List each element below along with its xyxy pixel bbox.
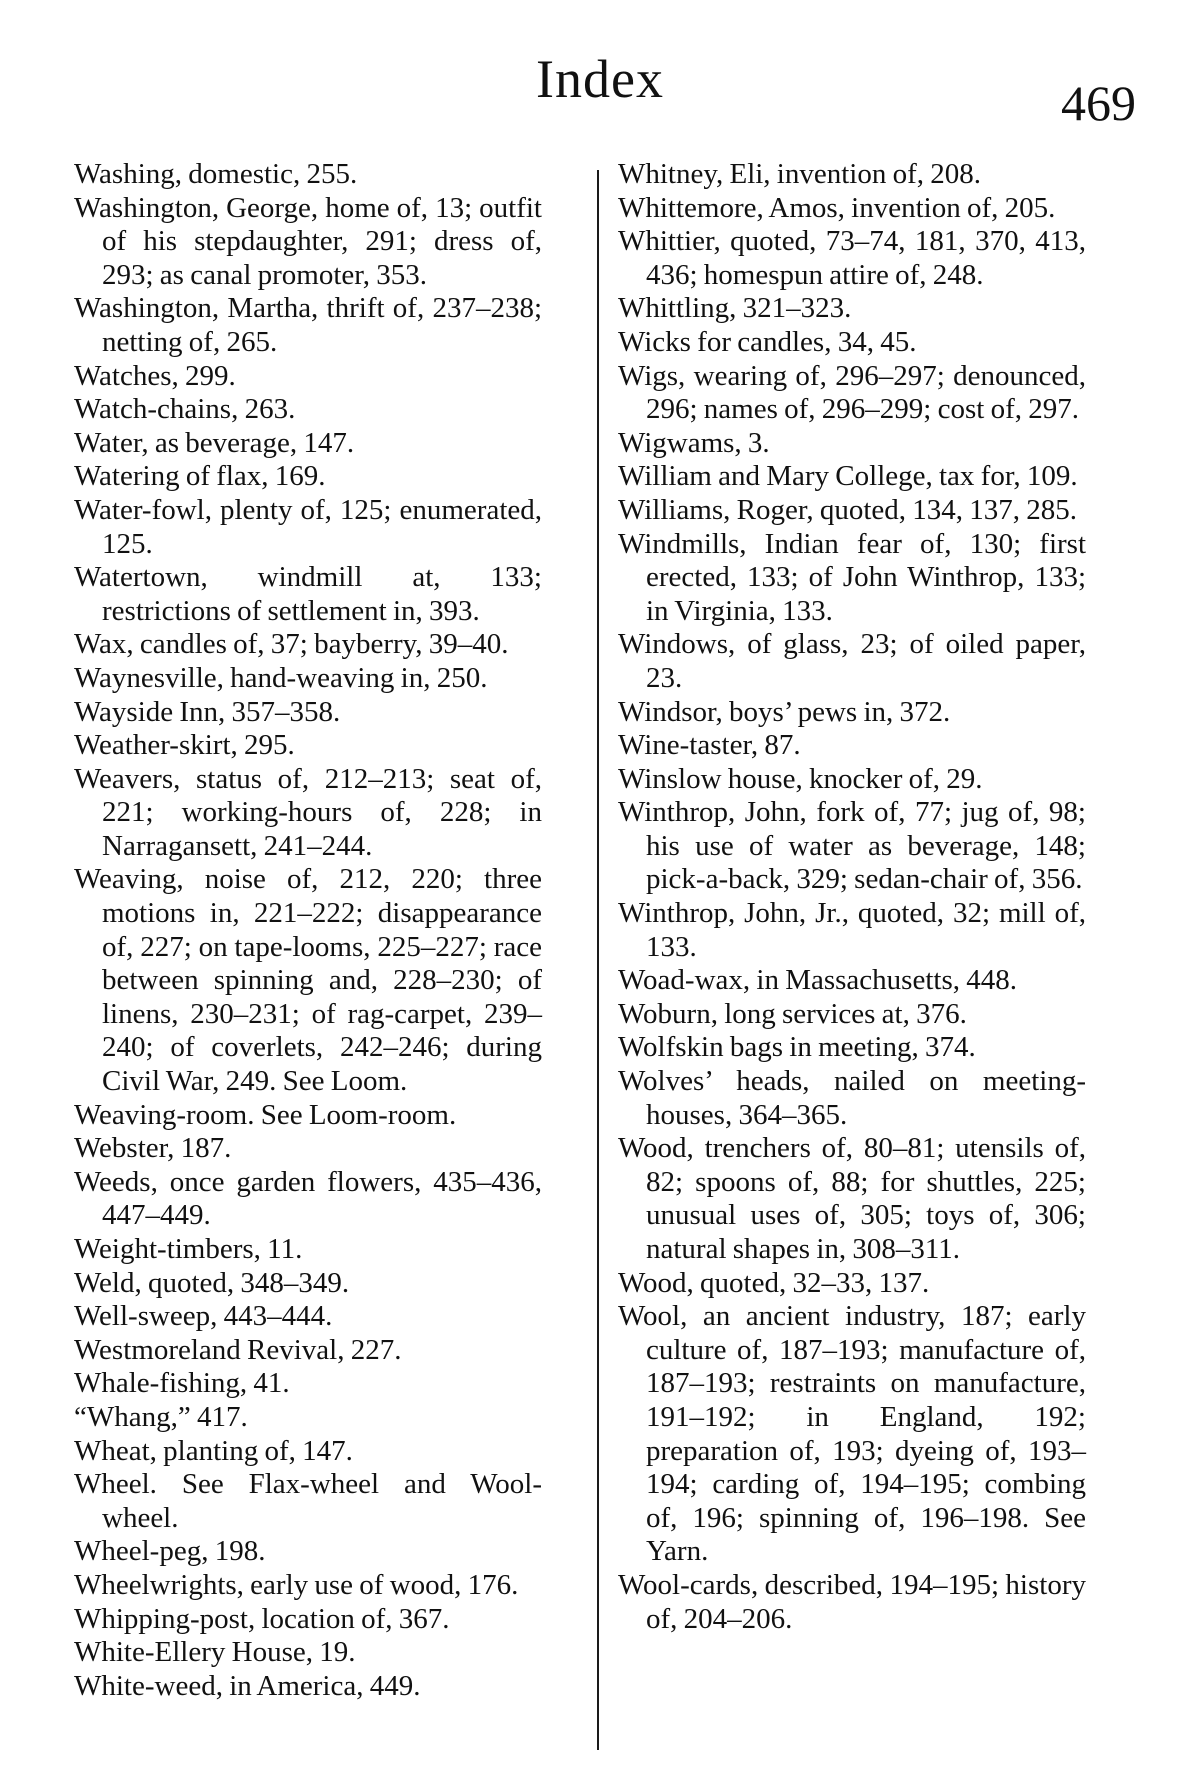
index-entry: Windsor, boys’ pews in, 372. [618, 695, 951, 728]
index-entry: Wine-taster, 87. [618, 729, 801, 762]
index-entry: Whale-fishing, 41. [74, 1367, 290, 1400]
page-title: Index [536, 49, 664, 109]
index-entry: Wheel. See Flax-wheel and Wool-wheel. [74, 1468, 542, 1534]
index-entry: Weather-skirt, 295. [74, 729, 295, 762]
index-entry: William and Mary College, tax for, 109. [618, 460, 1078, 493]
index-entry: “Whang,” 417. [74, 1400, 248, 1433]
index-entry: Woburn, long services at, 376. [618, 997, 967, 1030]
column-divider [597, 170, 599, 1750]
index-entry: Windmills, Indian fear of, 130; first erected, 133; of John Winthrop, 133; in Virginia, 133. [618, 527, 1086, 627]
index-entry: Whipping-post, location of, 367. [74, 1602, 450, 1635]
index-entry: Woad-wax, in Massachusetts, 448. [618, 964, 1017, 997]
index-entry: Wolves’ heads, nailed on meeting-houses, 364–365. [618, 1065, 1086, 1131]
index-column-right [618, 158, 1086, 1636]
index-entry: Weavers, status of, 212–213; seat of, 221; working-hours of, 228; in Narragansett, 241–244. [74, 762, 542, 862]
index-entry: Watches, 299. [74, 359, 236, 392]
index-entry: Wool, an ancient industry, 187; early culture of, 187–193; manufacture of, 187–193; restraints on manufacture, 191–192; in England, 192; preparation of, 193; dyeing of, 193–194; carding of, 194–195; combing of, 196; spinning of, 196–198. See Yarn. [618, 1300, 1086, 1568]
index-entry: Winthrop, John, Jr., quoted, 32; mill of, 133. [618, 897, 1086, 963]
index-entry: Whittemore, Amos, invention of, 205. [618, 191, 1056, 224]
index-entry: Waynesville, hand-weaving in, 250. [74, 661, 488, 694]
index-entry: Weaving, noise of, 212, 220; three motions in, 221–222; disappearance of, 227; on tape-looms, 225–227; race between spinning and, 228–230; of linens, 230–231; of rag-carpet, 239–240; of coverlets, 242–246; during Civil War, 249. See Loom. [74, 863, 542, 1098]
index-entry: Whittling, 321–323. [618, 292, 852, 325]
index-entry: Webster, 187. [74, 1132, 232, 1165]
index-entry: Windows, of glass, 23; of oiled paper, 23. [618, 628, 1086, 694]
index-entry: Water, as beverage, 147. [74, 426, 355, 459]
index-entry: Weld, quoted, 348–349. [74, 1266, 350, 1299]
index-entry: Wax, candles of, 37; bayberry, 39–40. [74, 628, 509, 661]
index-entry: Wool-cards, described, 194–195; history of, 204–206. [618, 1568, 1086, 1635]
index-entry: Wayside Inn, 357–358. [74, 695, 341, 728]
index-entry: Wheelwrights, early use of wood, 176. [74, 1568, 519, 1601]
index-entry: Wigs, wearing of, 296–297; denounced, 296; names of, 296–299; cost of, 297. [618, 359, 1086, 426]
index-entry: Whittier, quoted, 73–74, 181, 370, 413, 436; homespun attire of, 248. [618, 225, 1086, 291]
index-entry: Winthrop, John, fork of, 77; jug of, 98; his use of water as beverage, 148; pick-a-back, 329; sedan-chair of, 356. [618, 796, 1086, 896]
index-entry: White-weed, in America, 449. [74, 1669, 421, 1702]
index-entry: Watch-chains, 263. [74, 393, 296, 426]
index-entry: Watering of flax, 169. [74, 460, 326, 493]
index-entry: Wolfskin bags in meeting, 374. [618, 1031, 976, 1064]
index-column-left [74, 158, 542, 1703]
index-entry: Winslow house, knocker of, 29. [618, 762, 983, 795]
index-entry: Whitney, Eli, invention of, 208. [618, 158, 982, 190]
index-entry: Weeds, once garden flowers, 435–436, 447–449. [74, 1165, 542, 1232]
index-entry: Wood, trenchers of, 80–81; utensils of, 82; spoons of, 88; for shuttles, 225; unusual uses of, 305; toys of, 306; natural shapes in, 308–311. [618, 1132, 1086, 1265]
index-entry: Watertown, windmill at, 133; restrictions of settlement in, 393. [74, 561, 542, 627]
index-entry: Washington, Martha, thrift of, 237–238; netting of, 265. [74, 292, 542, 358]
index-entry: Wigwams, 3. [618, 426, 770, 459]
index-entry: Wheel-peg, 198. [74, 1535, 266, 1568]
page-number: 469 [1061, 75, 1136, 131]
index-entry: Wood, quoted, 32–33, 137. [618, 1266, 930, 1299]
index-entry: White-Ellery House, 19. [74, 1636, 356, 1669]
index-entry: Weight-timbers, 11. [74, 1233, 303, 1265]
index-entry: Williams, Roger, quoted, 134, 137, 285. [618, 493, 1078, 526]
index-entry: Wicks for candles, 34, 45. [618, 325, 917, 358]
index-entry: Washing, domestic, 255. [74, 158, 358, 190]
index-entry: Westmoreland Revival, 227. [74, 1333, 402, 1366]
index-entry: Water-fowl, plenty of, 125; enumerated, 125. [74, 493, 542, 560]
index-entry: Wheat, planting of, 147. [74, 1434, 353, 1467]
index-entry: Weaving-room. See Loom-room. [74, 1098, 457, 1131]
index-entry: Well-sweep, 443–444. [74, 1300, 333, 1333]
index-entry: Washington, George, home of, 13; outfit of his stepdaughter, 291; dress of, 293; as canal promoter, 353. [74, 191, 542, 291]
